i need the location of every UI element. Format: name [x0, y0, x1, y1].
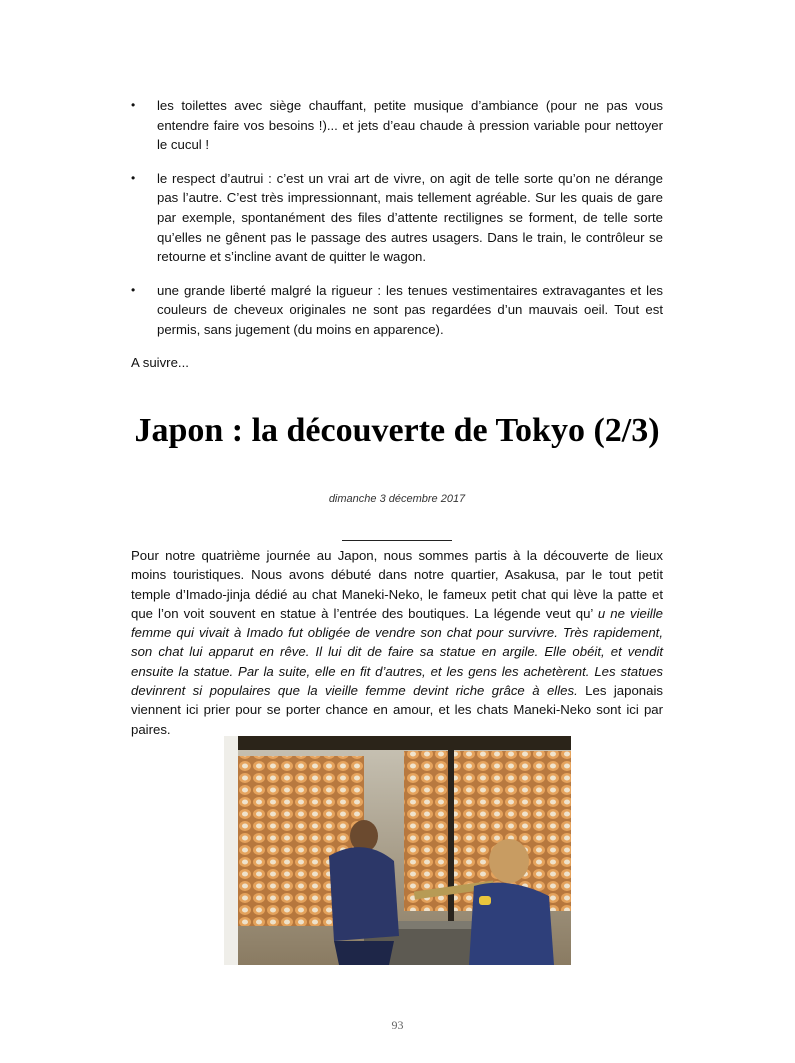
paragraph-text-start: Pour notre quatrième journée au Japon, nous sommes partis à la découverte de lieux moins touristiques. Nous avons débuté dans notre quartier, Asakusa, par le tout petit temple d’Imado-jinja dédié au chat Maneki-Neko, le fameux petit chat qui lève la patte et que l’on voit souvent en statue à l’entrée des boutiques. La légende veut qu’ — [131, 548, 663, 621]
temple-photo — [224, 736, 571, 965]
separator-rule — [342, 540, 452, 541]
woman-jacket — [329, 847, 399, 941]
article-date: dimanche 3 décembre 2017 — [328, 493, 466, 505]
to-be-continued: A suivre... — [131, 355, 189, 370]
list-item — [131, 169, 663, 267]
page-number: 93 — [391, 1018, 404, 1032]
list-item — [131, 281, 663, 340]
wooden-post — [448, 750, 454, 950]
bullet-icon: • — [131, 282, 136, 297]
legend-quote: u ne vieille femme qui vivait à Imado fut obligée de vendre son chat pour survivre. Très rapidement, son chat lui apparut en rêve. Il lui dit de faire sa statue en argile. Elle obéit, et vendit ensuite la statue. Par la suite, elle en fit d’autres, et les gens les achetèrent. Les statues devinrent si populaires que la vieille femme devint riche grâce à elles. — [131, 605, 663, 699]
article-paragraph — [131, 546, 663, 739]
ladle — [479, 896, 491, 905]
bullet-icon: • — [131, 170, 136, 185]
list-item-text: le respect d’autrui : c’est un vrai art de vivre, on agit de telle sorte qu’on ne dérange pas l’autre. C’est très impressionnant, mais tellement agréable. Sur les quais de gare par exemple, spontanément des files d’attente rectilignes se forment, de telle sorte qu’elles ne gênent pas le passage des autres usagers. Dans le train, le contrôleur se retourne et s’incline avant de quitter le wagon. — [157, 170, 663, 265]
woman-head — [350, 820, 378, 852]
paragraph-text-end: Les japonais viennent ici prier pour se porter chance en amour, et les chats Maneki-Neko sont ici par paires. — [131, 683, 663, 737]
list-item-text: une grande liberté malgré la rigueur : les tenues vestimentaires extravagantes et les couleurs de cheveux originales ne sont pas regardées d’un mauvais oeil. Tout est permis, sans jugement (du moins en apparence). — [157, 282, 663, 337]
list-item-text: les toilettes avec siège chauffant, petite musique d’ambiance (pour ne pas vous entendre faire vos besoins !)... et jets d’eau chaude à pression variable pour nettoyer le cucul ! — [157, 98, 663, 153]
left-pillar — [224, 736, 238, 965]
child-jacket — [469, 883, 554, 965]
bullet-icon: • — [131, 98, 136, 112]
bullet-list — [131, 96, 663, 354]
roof-beam — [224, 736, 571, 750]
child-head — [489, 839, 529, 883]
list-item — [131, 96, 663, 155]
article-title: Japon : la découverte de Tokyo (2/3) — [134, 412, 660, 449]
